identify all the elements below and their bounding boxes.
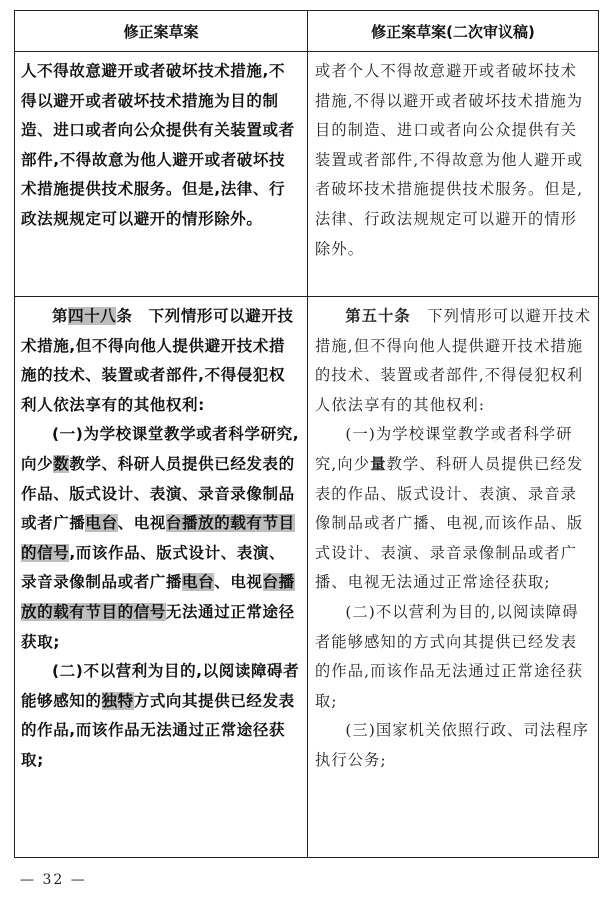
inserted-text: 量 xyxy=(370,454,387,473)
text-run: 无法通过正常途径获取; xyxy=(21,602,295,651)
text-run: 、电视 xyxy=(117,514,166,533)
header-right: 修正案草案(二次审议稿) xyxy=(371,22,535,41)
deleted-text: 独特 xyxy=(101,691,134,710)
text-run: 教学、科研人员提供已经发表的作品、版式设计、表演、录音录像制品或者广播、电视,而该作品、版式设计、表演、录音录像制品或者广播、电视无法通过正常途径获取; xyxy=(315,454,584,592)
row-divider xyxy=(15,296,598,297)
deleted-text: 四十八 xyxy=(68,307,117,325)
row1-left-paragraph: 人不得故意避开或者破坏技术措施,不得以避开或者破坏技术措施为目的制造、进口或者向公众提供有关装置或者部件,不得故意为他人避开或者破坏技术措施提供技术服务。但是,法律、行政法规规定可以避开的情形除外。 xyxy=(21,62,295,228)
deleted-text: 台播放的载有节目的信号 xyxy=(21,573,295,621)
deleted-text: 电台 xyxy=(182,573,215,592)
header-divider xyxy=(15,51,598,52)
article-48-item-1 xyxy=(21,420,301,657)
text-run: 教学、科研人员提供已经发表的作品、版式设计、表演、录音录像制品或者广播 xyxy=(21,454,295,533)
comparison-table xyxy=(14,10,599,858)
article-50-item-2: (二)不以营利为目的,以阅读障碍者能够感知的方式向其提供已经发表的作品,而该作品无法通过正常途径获取; xyxy=(315,602,584,710)
deleted-text: 数 xyxy=(53,454,70,473)
article-50-intro xyxy=(315,302,592,420)
text-run: (一)为学校课堂教学或者科学研究,向少 xyxy=(21,425,300,473)
text-run: (一)为学校课堂教学或者科学研究,向少 xyxy=(315,425,573,473)
text-run: 下列情形可以避开技术措施,但不得向他人提供避开技术措施的技术、装置或者部件,不得侵犯权利人依法享有的其他权利: xyxy=(315,307,592,414)
article-number: 第五十条 xyxy=(345,307,411,325)
column-divider xyxy=(307,11,308,857)
text-run: (二)不以营利为目的,以阅读障碍者能够感知的 xyxy=(21,662,300,710)
row2-right-text xyxy=(315,302,592,776)
row1-right-paragraph: 或者个人不得故意避开或者破坏技术措施,不得以避开或者破坏技术措施为目的制造、进口或者向公众提供有关装置或者部件,不得故意为他人避开或者破坏技术措施提供技术服务。但是,法律、行政法规规定可以避开的情形除外。 xyxy=(315,62,584,258)
text-run: 、电视 xyxy=(214,573,263,592)
text-run: ,而该作品、版式设计、表演、录音录像制品或者广播 xyxy=(21,543,286,592)
text-run: 方式向其提供已经发表的作品,而该作品无法通过正常途径获取; xyxy=(21,691,295,769)
deleted-text: 台播放的载有节目的信号 xyxy=(21,514,295,562)
row1-right-text xyxy=(315,57,592,264)
article-50-item-1 xyxy=(315,420,592,598)
deleted-text: 电台 xyxy=(85,514,118,533)
header-left: 修正案草案 xyxy=(123,22,199,41)
article-48-item-2 xyxy=(21,657,301,775)
row1-left-text xyxy=(21,57,301,235)
text-run: 条 下列情形可以避开技术措施,但不得向他人提供避开技术措施的技术、装置或者部件,不得侵犯权利人依法享有的其他权利: xyxy=(21,307,294,414)
page-number: — 32 — xyxy=(20,872,87,888)
article-48-intro xyxy=(21,302,301,420)
text-run: 第 xyxy=(52,307,69,325)
article-50-item-3: (三)国家机关依照行政、司法程序执行公务; xyxy=(315,721,590,769)
row2-left-text xyxy=(21,302,301,776)
